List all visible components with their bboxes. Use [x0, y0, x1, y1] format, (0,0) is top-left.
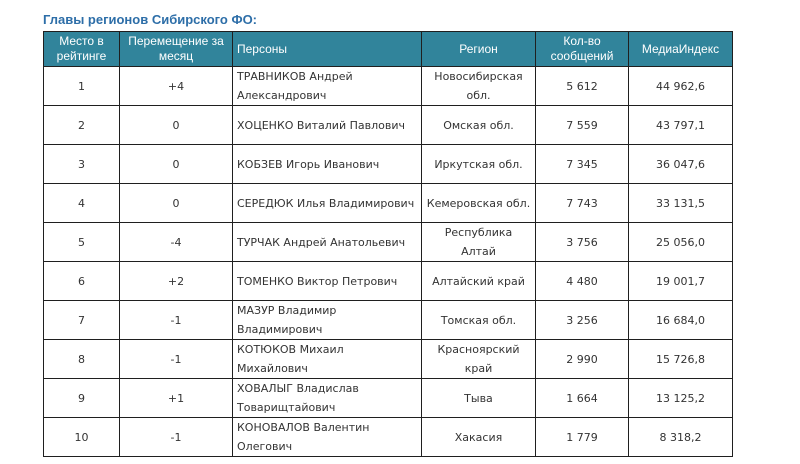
cell-move: -4: [120, 223, 233, 262]
cell-person: ТРАВНИКОВ Андрей Александрович: [233, 67, 422, 106]
cell-count: 7 559: [536, 106, 629, 145]
cell-region: Хакасия: [422, 418, 536, 457]
cell-move: -1: [120, 301, 233, 340]
cell-count: 7 743: [536, 184, 629, 223]
cell-rank: 4: [44, 184, 120, 223]
cell-move: +4: [120, 67, 233, 106]
table-row: [44, 67, 733, 106]
cell-count: 7 345: [536, 145, 629, 184]
cell-move: -1: [120, 340, 233, 379]
cell-person: ТОМЕНКО Виктор Петрович: [233, 262, 422, 301]
cell-person: КОНОВАЛОВ Валентин Олегович: [233, 418, 422, 457]
cell-region: Красноярский край: [422, 340, 536, 379]
cell-count: 1 779: [536, 418, 629, 457]
cell-person: СЕРЕДЮК Илья Владимирович: [233, 184, 422, 223]
table-caption: Главы регионов Сибирского ФО:: [43, 12, 258, 27]
cell-rank: 7: [44, 301, 120, 340]
cell-move: +1: [120, 379, 233, 418]
table-row: [44, 223, 733, 262]
cell-rank: 1: [44, 67, 120, 106]
header-index: МедиаИндекс: [629, 32, 733, 67]
cell-move: +2: [120, 262, 233, 301]
cell-move: 0: [120, 145, 233, 184]
cell-index: 13 125,2: [629, 379, 733, 418]
table-row: [44, 106, 733, 145]
cell-index: 33 131,5: [629, 184, 733, 223]
cell-person: ХОВАЛЫГ Владислав Товарищтайович: [233, 379, 422, 418]
cell-index: 15 726,8: [629, 340, 733, 379]
cell-index: 44 962,6: [629, 67, 733, 106]
cell-count: 5 612: [536, 67, 629, 106]
cell-index: 8 318,2: [629, 418, 733, 457]
cell-rank: 10: [44, 418, 120, 457]
cell-region: Кемеровская обл.: [422, 184, 536, 223]
cell-person: КОТЮКОВ Михаил Михайлович: [233, 340, 422, 379]
table-row: [44, 262, 733, 301]
cell-move: 0: [120, 106, 233, 145]
table-row: [44, 379, 733, 418]
cell-region: Омская обл.: [422, 106, 536, 145]
cell-count: 3 756: [536, 223, 629, 262]
cell-count: 4 480: [536, 262, 629, 301]
cell-person: МАЗУР Владимир Владимирович: [233, 301, 422, 340]
cell-region: Алтайский край: [422, 262, 536, 301]
rating-table: [43, 31, 733, 457]
table-header-row: [44, 32, 733, 67]
cell-rank: 9: [44, 379, 120, 418]
cell-region: Новосибирская обл.: [422, 67, 536, 106]
cell-person: КОБЗЕВ Игорь Иванович: [233, 145, 422, 184]
cell-rank: 2: [44, 106, 120, 145]
cell-move: 0: [120, 184, 233, 223]
table-row: [44, 301, 733, 340]
cell-region: Республика Алтай: [422, 223, 536, 262]
cell-rank: 6: [44, 262, 120, 301]
cell-person: ХОЦЕНКО Виталий Павлович: [233, 106, 422, 145]
header-region: Регион: [422, 32, 536, 67]
cell-rank: 5: [44, 223, 120, 262]
cell-region: Иркутская обл.: [422, 145, 536, 184]
table-row: [44, 418, 733, 457]
table-row: [44, 145, 733, 184]
cell-count: 3 256: [536, 301, 629, 340]
cell-index: 25 056,0: [629, 223, 733, 262]
cell-person: ТУРЧАК Андрей Анатольевич: [233, 223, 422, 262]
cell-count: 2 990: [536, 340, 629, 379]
cell-region: Тыва: [422, 379, 536, 418]
cell-count: 1 664: [536, 379, 629, 418]
header-move: Перемещение за месяц: [120, 32, 233, 67]
table-row: [44, 184, 733, 223]
cell-index: 19 001,7: [629, 262, 733, 301]
header-count: Кол-во сообщений: [536, 32, 629, 67]
header-rank: Место в рейтинге: [44, 32, 120, 67]
cell-move: -1: [120, 418, 233, 457]
header-person: Персоны: [233, 32, 422, 67]
cell-rank: 3: [44, 145, 120, 184]
cell-index: 36 047,6: [629, 145, 733, 184]
cell-index: 43 797,1: [629, 106, 733, 145]
cell-region: Томская обл.: [422, 301, 536, 340]
table-row: [44, 340, 733, 379]
cell-rank: 8: [44, 340, 120, 379]
cell-index: 16 684,0: [629, 301, 733, 340]
